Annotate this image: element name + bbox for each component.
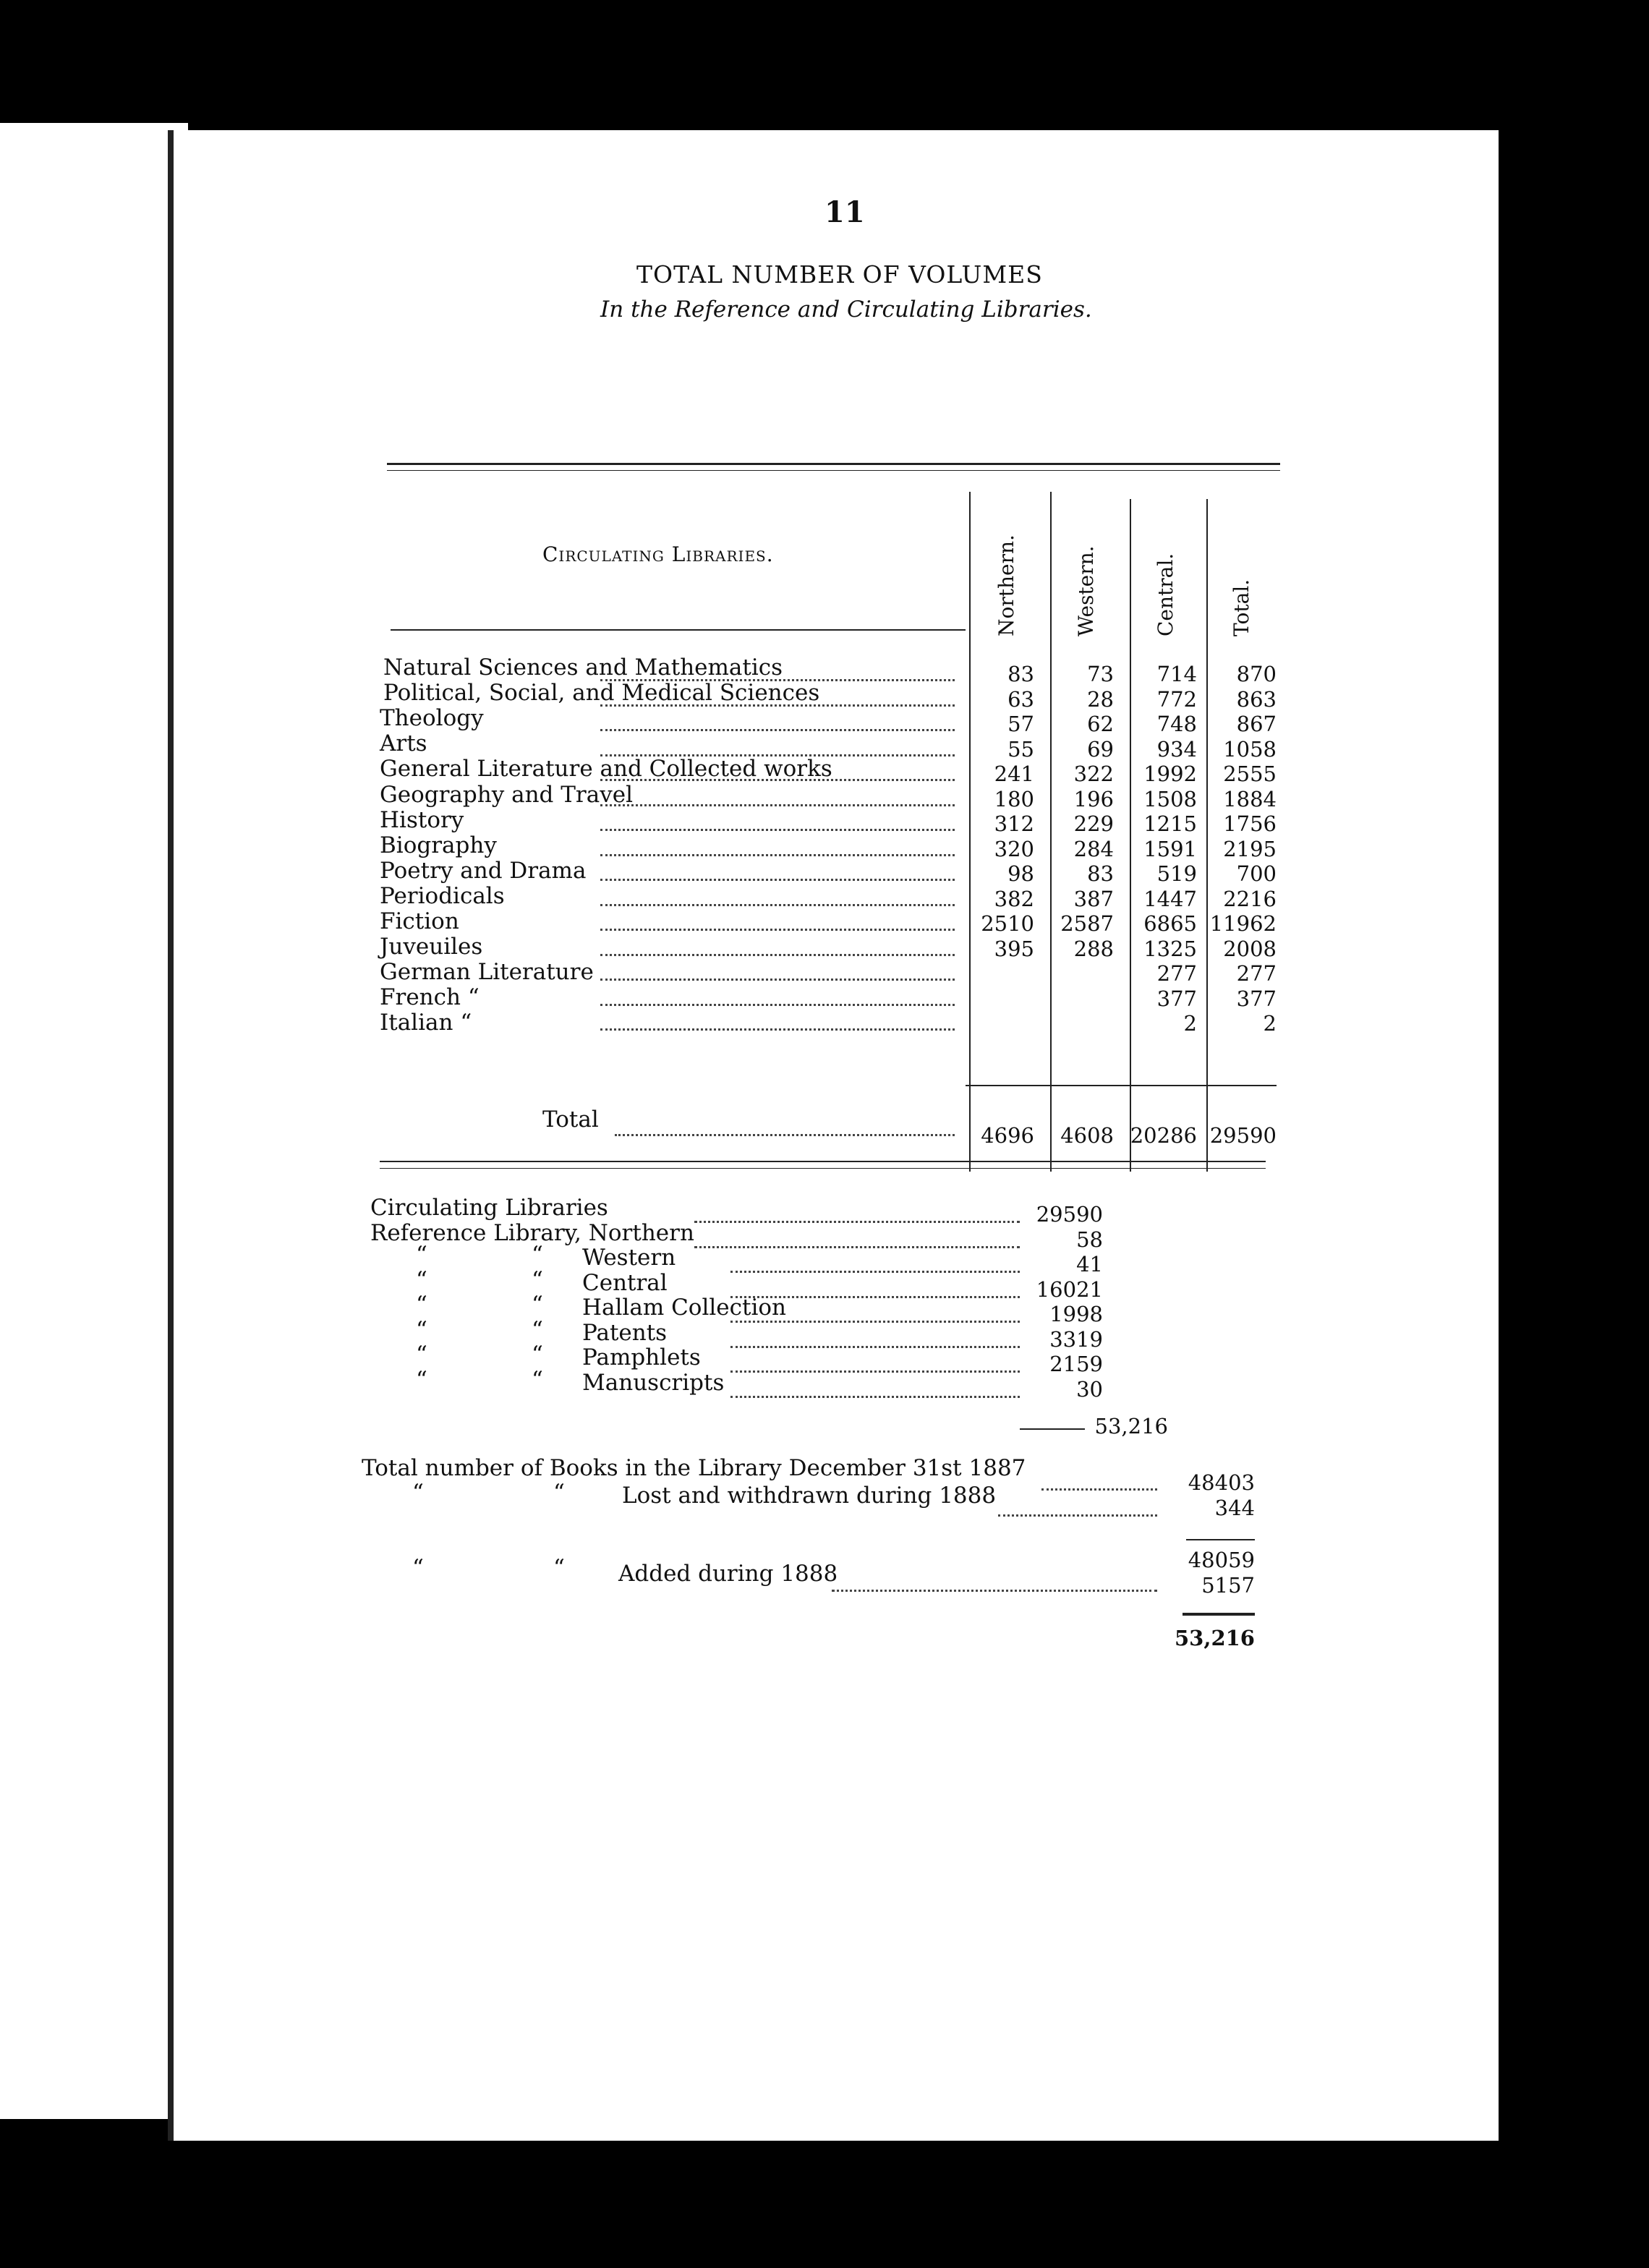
books-row-2-ditto1: “ (412, 1480, 424, 1506)
row-value: 63 (1007, 686, 1034, 712)
summary-ditto2: “ (532, 1242, 543, 1268)
col-header-western: Western. (1074, 545, 1098, 636)
row-label: Theology (380, 705, 484, 732)
added-ditto2: “ (553, 1555, 565, 1581)
row-value: 2195 (1223, 836, 1277, 861)
added-ditto1: “ (412, 1555, 424, 1581)
row-leader-dots (600, 729, 955, 731)
summary-ditto2: “ (532, 1266, 543, 1293)
summary-ditto2: “ (532, 1366, 543, 1393)
summary-value: 3319 (1049, 1326, 1103, 1352)
row-value: 277 (1236, 961, 1277, 986)
row-label: Biography (380, 832, 497, 858)
row-value: 284 (1073, 836, 1114, 861)
row-value: 2 (1263, 1011, 1277, 1036)
row-value: 1447 (1143, 886, 1197, 911)
row-label: Poetry and Drama (380, 857, 587, 884)
row-value: 98 (1007, 861, 1034, 886)
summary-leader-dots (730, 1396, 1020, 1398)
row-value: 934 (1156, 736, 1197, 762)
total-rule (966, 1085, 1277, 1086)
summary-value: 2159 (1049, 1352, 1103, 1376)
row-value: 288 (1073, 936, 1114, 961)
row-label: Juveuiles (380, 934, 483, 960)
row-leader-dots (600, 704, 955, 707)
books-row-1-label: Total number of Books in the Library December 31st 1887 (362, 1455, 1026, 1481)
added-value: 5157 (1201, 1573, 1255, 1598)
row-value: 312 (994, 811, 1034, 836)
left-page-edge (0, 123, 188, 2119)
page-title: TOTAL NUMBER OF VOLUMES (636, 260, 1043, 289)
row-label: General Literature and Collected works (380, 756, 832, 783)
summary-total: 53,216 (1094, 1414, 1168, 1438)
row-value: 1756 (1223, 811, 1277, 836)
summary-label: Manuscripts (582, 1369, 725, 1396)
summary-label: Circulating Libraries (370, 1195, 608, 1221)
table-top-rule (387, 463, 1280, 465)
summary-leader-dots (694, 1246, 1020, 1248)
total-central: 20286 (1130, 1123, 1197, 1148)
books-subtotal-rule (1186, 1539, 1255, 1540)
summary-ditto2: “ (532, 1292, 543, 1318)
summary-label: Western (582, 1245, 676, 1271)
summary-ditto2: “ (532, 1342, 543, 1368)
col-header-total: Total. (1230, 579, 1253, 636)
row-value: 714 (1156, 662, 1197, 686)
row-leader-dots (600, 829, 955, 831)
row-value: 382 (994, 886, 1034, 911)
row-value: 83 (1087, 861, 1114, 886)
row-value: 1591 (1143, 836, 1197, 861)
summary-label: Reference Library, Northern (370, 1219, 694, 1246)
row-value: 62 (1087, 712, 1114, 736)
row-value: 1215 (1143, 811, 1197, 836)
table-bottom-rule (380, 1161, 1266, 1162)
total-leader-dots (615, 1134, 955, 1136)
table-top-rule-thin (387, 470, 1280, 471)
books-row-2-ditto2: “ (553, 1480, 565, 1506)
row-value: 748 (1156, 712, 1197, 736)
summary-ditto1: “ (416, 1366, 427, 1393)
row-value: 1508 (1143, 786, 1197, 811)
row-value: 69 (1087, 736, 1114, 762)
row-leader-dots (600, 954, 955, 956)
row-value: 1325 (1143, 936, 1197, 961)
grand-total-rule (1183, 1613, 1255, 1616)
total-western: 4608 (1060, 1123, 1114, 1148)
row-value: 1058 (1223, 736, 1277, 762)
col-header-central: Central. (1154, 553, 1177, 636)
row-value: 867 (1236, 712, 1277, 736)
summary-label: Hallam Collection (582, 1295, 786, 1321)
row-value: 870 (1236, 662, 1277, 686)
row-leader-dots (600, 904, 955, 906)
row-value: 229 (1073, 811, 1114, 836)
row-value: 2510 (981, 911, 1034, 936)
books-row-2-value: 344 (1214, 1496, 1255, 1520)
summary-ditto1: “ (416, 1316, 427, 1343)
row-value: 322 (1073, 762, 1114, 786)
summary-value: 29590 (1036, 1202, 1103, 1227)
row-leader-dots (600, 1028, 955, 1031)
row-value: 1884 (1223, 786, 1277, 811)
row-value: 2008 (1223, 936, 1277, 961)
books-row-2-label: Lost and withdrawn during 1888 (622, 1483, 997, 1509)
summary-leader-dots (730, 1321, 1020, 1323)
row-label: Fiction (380, 908, 459, 934)
row-value: 277 (1156, 961, 1197, 986)
row-label: Geography and Travel (380, 781, 633, 808)
row-value: 700 (1236, 861, 1277, 886)
books-row-1-dots (1041, 1488, 1157, 1491)
row-value: 6865 (1143, 911, 1197, 936)
row-value: 772 (1156, 686, 1197, 712)
books-row-1-value: 48403 (1188, 1470, 1255, 1495)
row-label: Arts (380, 730, 427, 757)
row-value: 2555 (1223, 762, 1277, 786)
summary-label: Pamphlets (582, 1344, 701, 1370)
summary-label: Central (582, 1269, 668, 1296)
summary-leader-dots (730, 1271, 1020, 1273)
summary-label: Patents (582, 1319, 668, 1346)
summary-value: 58 (1076, 1227, 1103, 1252)
row-value: 28 (1087, 686, 1114, 712)
summary-leader-dots (730, 1346, 1020, 1348)
row-leader-dots (600, 929, 955, 931)
row-leader-dots (600, 779, 955, 781)
summary-value: 16021 (1036, 1276, 1103, 1302)
row-label: German Literature (380, 959, 594, 986)
summary-value: 1998 (1049, 1302, 1103, 1326)
row-value: 73 (1087, 662, 1114, 686)
added-label: Added during 1888 (618, 1561, 838, 1587)
row-value: 377 (1156, 986, 1197, 1011)
row-leader-dots (600, 1004, 955, 1006)
row-value: 395 (994, 936, 1034, 961)
row-value: 11962 (1209, 911, 1277, 936)
summary-leader-dots (730, 1370, 1020, 1373)
books-subtotal: 48059 (1188, 1548, 1255, 1572)
section-heading: Circulating Libraries. (542, 542, 774, 566)
summary-ditto1: “ (416, 1342, 427, 1368)
added-dots (832, 1590, 1157, 1592)
row-value: 57 (1007, 712, 1034, 736)
col-header-northern: Northern. (994, 534, 1018, 636)
row-leader-dots (600, 879, 955, 881)
books-row-2-dots (998, 1514, 1157, 1517)
row-value: 387 (1073, 886, 1114, 911)
row-label: History (380, 806, 464, 833)
row-value: 196 (1073, 786, 1114, 811)
row-value: 377 (1236, 986, 1277, 1011)
row-value: 2216 (1223, 886, 1277, 911)
summary-ditto2: “ (532, 1316, 543, 1343)
row-leader-dots (600, 804, 955, 806)
summary-value: 41 (1076, 1252, 1103, 1276)
summary-leader-dots (694, 1221, 1020, 1223)
row-value: 55 (1007, 736, 1034, 762)
row-value: 2587 (1060, 911, 1114, 936)
row-label: Italian “ (380, 1010, 472, 1036)
row-value: 241 (994, 762, 1034, 786)
row-label: Natural Sciences and Mathematics (383, 655, 783, 681)
summary-ditto1: “ (416, 1242, 427, 1268)
row-label: Political, Social, and Medical Sciences (383, 680, 820, 707)
page-subtitle: In the Reference and Circulating Libraries. (600, 297, 1092, 323)
summary-ditto1: “ (416, 1292, 427, 1318)
row-label: French “ (380, 984, 480, 1011)
row-value: 320 (994, 836, 1034, 861)
row-leader-dots (600, 854, 955, 856)
summary-ditto1: “ (416, 1266, 427, 1293)
header-rule (391, 629, 966, 631)
total-northern: 4696 (981, 1123, 1034, 1148)
row-value: 180 (994, 786, 1034, 811)
row-value: 863 (1236, 686, 1277, 712)
row-label: Periodicals (380, 882, 505, 909)
row-value: 2 (1183, 1011, 1197, 1036)
grand-total: 53,216 (1175, 1626, 1255, 1650)
summary-value: 30 (1076, 1376, 1103, 1402)
row-leader-dots (600, 979, 955, 981)
total-total: 29590 (1209, 1123, 1277, 1148)
table-bottom-rule-thin (380, 1168, 1266, 1169)
row-value: 519 (1156, 861, 1197, 886)
row-value: 83 (1007, 662, 1034, 686)
page-number: 11 (824, 195, 865, 229)
row-value: 1992 (1143, 762, 1197, 786)
total-label: Total (542, 1107, 599, 1133)
